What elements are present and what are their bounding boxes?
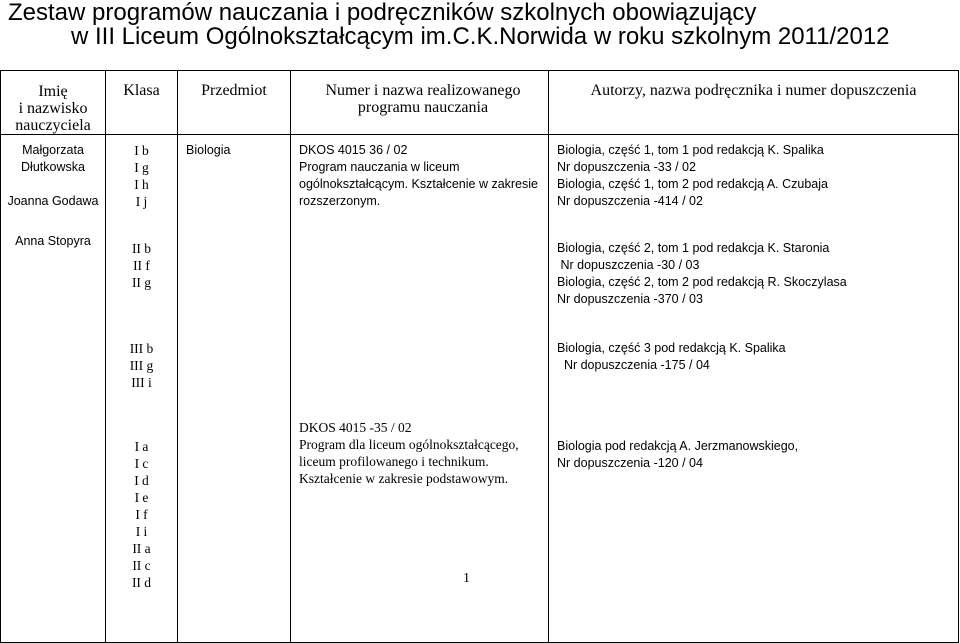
book-line: Biologia, część 3 pod redakcją K. Spalika [557, 341, 786, 355]
header-program-line: Numer i nazwa realizowanego [325, 82, 521, 99]
teacher-name: Joanna Godawa [7, 194, 99, 208]
class-item: I j [135, 194, 148, 209]
book-line: Nr dopuszczenia -414 / 02 [557, 194, 703, 208]
class-item: II a [132, 541, 151, 556]
spacer [557, 308, 958, 340]
header-teacher-line: Imię [38, 83, 68, 100]
book-line: Nr dopuszczenia -120 / 04 [557, 456, 703, 470]
spacer [299, 210, 544, 419]
header-teacher [1, 71, 106, 135]
program-cell [291, 135, 549, 643]
program-line: rozszerzonym. [299, 194, 381, 208]
book-line: Nr dopuszczenia -30 / 03 [557, 258, 700, 272]
class-item: III g [129, 358, 154, 373]
program-line: liceum profilowanego i technikum. [299, 454, 489, 469]
book-line: Biologia pod redakcją A. Jerzmanowskiego, [557, 439, 799, 453]
book-line: Biologia, część 1, tom 2 pod redakcją A. Czubaja [557, 177, 828, 191]
book-line: Biologia, część 1, tom 1 pod redakcją K. Spalika [557, 143, 824, 157]
header-program [291, 71, 549, 135]
program-line: DKOS 4015 -35 / 02 [299, 420, 412, 435]
header-row [1, 71, 959, 135]
header-authors: Autorzy, nazwa podręcznika i numer dopuszczenia [549, 71, 959, 135]
teacher-name: Małgorzata [22, 143, 84, 157]
subject-name: Biologia [186, 143, 231, 157]
program-line: DKOS 4015 36 / 02 [299, 143, 408, 157]
class-item: III b [129, 341, 154, 356]
classes-cell [106, 135, 178, 643]
books-cell [549, 135, 959, 643]
class-item: I h [134, 177, 149, 192]
book-line: Biologia, część 2, tom 2 pod redakcją R. Skoczylasa [557, 275, 847, 289]
teacher-name: Anna Stopyra [15, 234, 91, 248]
book-line: Nr dopuszczenia -175 / 04 [557, 358, 710, 372]
class-item: I i [135, 524, 148, 539]
program-line: Program nauczania w liceum [299, 160, 460, 174]
class-item: II c [132, 558, 151, 573]
class-item: I f [135, 507, 148, 522]
subject-cell [178, 135, 291, 643]
class-item: I c [134, 456, 149, 471]
spacer [1, 210, 105, 233]
document-title-line-1: Zestaw programów nauczania i podręczników szkolnych obowiązujący [8, 0, 757, 26]
header-teacher-line: i nazwisko [18, 100, 88, 117]
header-teacher-line: nauczyciela [15, 117, 91, 134]
spacer [1, 176, 105, 193]
curriculum-table [0, 70, 959, 643]
teacher-name: Dłutkowska [21, 160, 85, 174]
program-line: Program dla liceum ogólnokształcącego, [299, 437, 519, 452]
teachers-cell [1, 135, 106, 643]
spacer [557, 374, 958, 438]
class-item: I a [134, 439, 149, 454]
class-item: II b [131, 241, 152, 256]
class-item: II g [131, 275, 152, 290]
header-program-line: programu nauczania [357, 99, 489, 116]
book-line: Nr dopuszczenia -370 / 03 [557, 292, 703, 306]
class-item: II f [133, 258, 150, 273]
class-item: I e [134, 490, 149, 505]
spacer [106, 210, 177, 240]
body-row [1, 135, 959, 643]
program-line: Kształcenie w zakresie podstawowym. [299, 471, 509, 486]
document-title-line-2: w III Liceum Ogólnokształcącym im.C.K.Norwida w roku szkolnym 2011/2012 [71, 23, 890, 50]
header-subject: Przedmiot [178, 71, 291, 135]
page-number: 1 [463, 571, 470, 586]
class-item: I g [134, 160, 149, 175]
spacer [106, 291, 177, 340]
header-class: Klasa [106, 71, 178, 135]
book-line: Nr dopuszczenia -33 / 02 [557, 160, 696, 174]
class-item: III i [131, 375, 152, 390]
spacer [557, 210, 958, 240]
class-item: I b [134, 143, 149, 158]
class-item: II d [131, 575, 152, 590]
spacer [106, 391, 177, 438]
book-line: Biologia, część 2, tom 1 pod redakcja K. Staronia [557, 241, 830, 255]
class-item: I d [134, 473, 149, 488]
program-line: ogólnokształcącym. Kształcenie w zakresie [299, 177, 538, 191]
